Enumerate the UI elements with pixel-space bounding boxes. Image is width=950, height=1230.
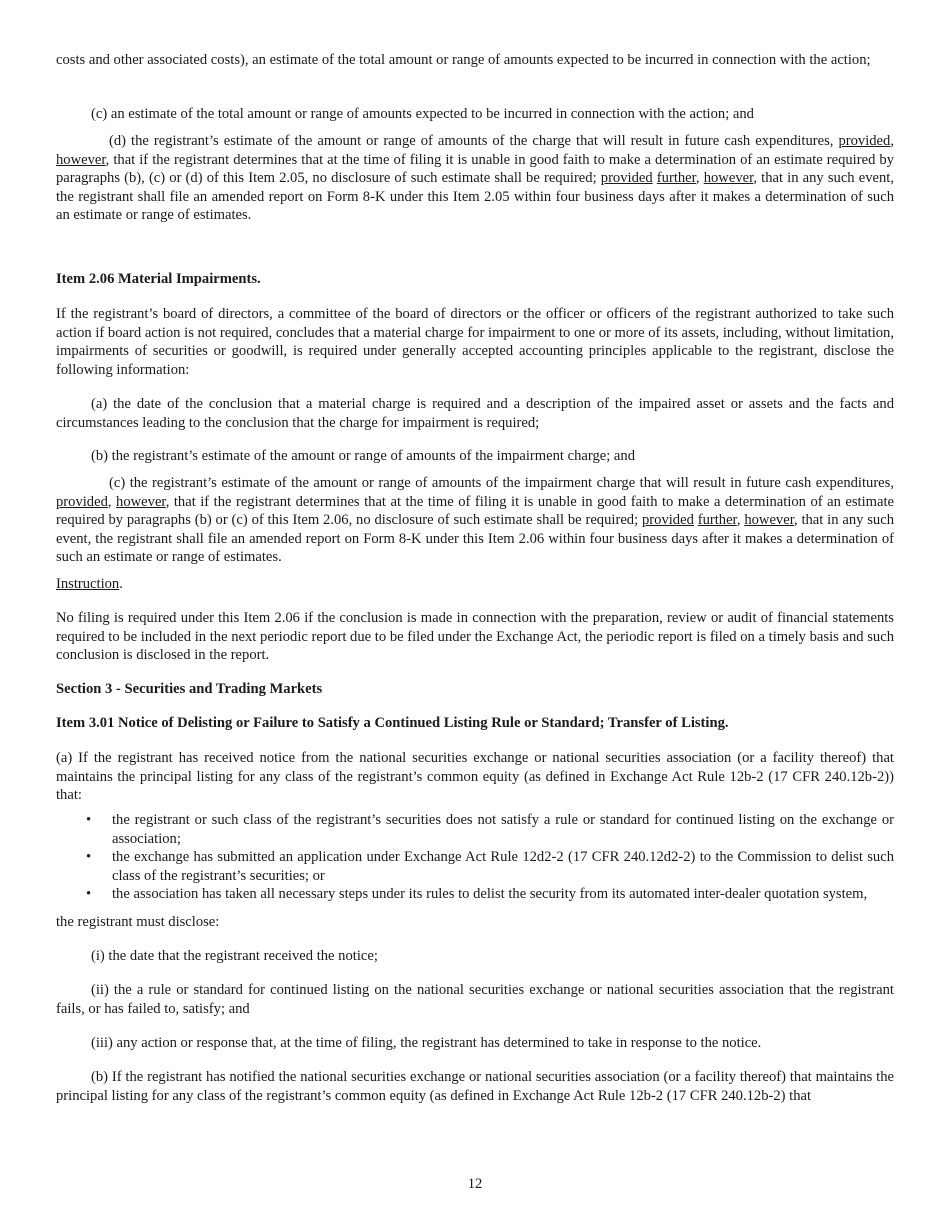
item206-paragraph-c [56,474,894,567]
underlined-term: provided [641,512,694,529]
item301-bullet-list [56,811,894,904]
text: , that if the registrant determines that at the time of filing it is unable in good faith to make a determination of an estimate required by paragraphs (b), (c) or (d) of this Item 2.05, no disclosure of such estimate shall be required; [56,151,894,187]
underlined-term: provided [838,133,891,149]
item206-paragraph-b: (b) the registrant’s estimate of the amount or range of amounts of the impairment charge; and [91,448,635,464]
underlined-term: provided [600,170,653,187]
instruction-label: Instruction [56,576,120,592]
must-disclose-line: the registrant must disclose: [56,914,220,930]
instruction-text: No filing is required under this Item 2.06 if the conclusion is made in connection with the preparation, review or audit of financial statements required to be included in the next periodic report due to be filed under the Exchange Act, the periodic report is filed on a timely basis and such conclusion is disclosed in the report. [56,610,894,664]
underlined-term: however [703,170,754,187]
text: , that if the registrant determines that at the time of filing it is unable in good faith to make a determination of an estimate required by paragraphs (b) or (c) of this Item 2.06, no disclosure of such estimate shall be required; [56,493,895,529]
item301-paragraph-ii: (ii) the a rule or standard for continued listing on the national securities exchange or national securities association that the registrant fails, or has failed to, satisfy; and [56,982,894,1017]
list-item: • the association has taken all necessary steps under its rules to delist the security from its automated inter-dealer quotation system, [56,885,894,904]
item301-heading: Item 3.01 Notice of Delisting or Failure to Satisfy a Continued Listing Rule or Standard; Transfer of Listing. [56,715,729,731]
text: , [736,512,745,529]
underlined-term: further [697,512,737,529]
text: , that in any such event, the registrant shall file an amended report on Form 8-K under this Item 2.05 within four business days after it makes a determination of such an estimate or range of estimates. [56,170,894,224]
list-item: • the exchange has submitted an application under Exchange Act Rule 12d2-2 (17 CFR 240.12d2-2) to the Commission to delist such class of the registrant’s securities; or [56,848,894,885]
underlined-term: however [116,493,166,510]
paragraph-item205-c: (c) an estimate of the total amount or range of amounts expected to be incurred in connection with the action; and [91,106,754,122]
instruction-label-line [56,575,894,594]
item301-paragraph-a: (a) If the registrant has received notice from the national securities exchange or national securities association (or a facility thereof) that maintains the principal listing for any class of the registrant’s common equity (as defined in Exchange Act Rule 12b-2 (17 CFR 240.12b-2)) that: [56,750,894,804]
item206-heading: Item 2.06 Material Impairments. [56,271,261,287]
text: , [695,170,704,187]
item206-intro: If the registrant’s board of directors, a committee of the board of directors or the officer or officers of the registrant authorized to take such action if board action is not required, concludes that a material charge for impairment to one or more of its assets, including, without limitation, impairments of securities or goodwill, is required under generally accepted accounting principles applicable to the registrant, disclose the following information: [56,306,894,378]
underlined-term: however [744,512,794,529]
item301-paragraph-b: (b) If the registrant has notified the national securities exchange or national securities association (or a facility thereof) that maintains the principal listing for any class of the registrant’s common equity (as defined in Exchange Act Rule 12b-2 (17 CFR 240.12b-2) that [56,1069,894,1104]
underlined-term: further [656,170,696,187]
text: (c) the registrant’s estimate of the amount or range of amounts of the impairment charge that will result in future cash expenditures, [109,475,894,491]
text: . [119,576,123,592]
text: , [107,493,117,510]
item301-paragraph-i: (i) the date that the registrant received the notice; [91,948,378,964]
list-item: • the registrant or such class of the registrant’s securities does not satisfy a rule or standard for continued listing on the exchange or association; [56,811,894,848]
paragraph-continuation: costs and other associated costs), an estimate of the total amount or range of amounts expected to be incurred in connection with the action; [56,52,871,68]
text: , [890,133,894,149]
item206-paragraph-a: (a) the date of the conclusion that a material charge is required and a description of the impaired asset or assets and the facts and circumstances leading to the conclusion that the charge for impairment is required; [56,396,894,431]
text: , that in any such event, the registrant shall file an amended report on Form 8-K under this Item 2.06 within four business days after it makes a determination of such an estimate or range of estimates. [56,512,894,566]
text: (d) the registrant’s estimate of the amount or range of amounts of the charge that will result in future cash expenditures, [109,133,839,149]
section3-heading: Section 3 - Securities and Trading Markets [56,681,323,697]
page-number: 12 [467,1176,483,1192]
paragraph-item205-d [56,132,894,225]
underlined-term: however [56,151,106,168]
underlined-term: provided [56,493,108,510]
item301-paragraph-iii: (iii) any action or response that, at the time of filing, the registrant has determined to take in response to the notice. [91,1035,762,1051]
